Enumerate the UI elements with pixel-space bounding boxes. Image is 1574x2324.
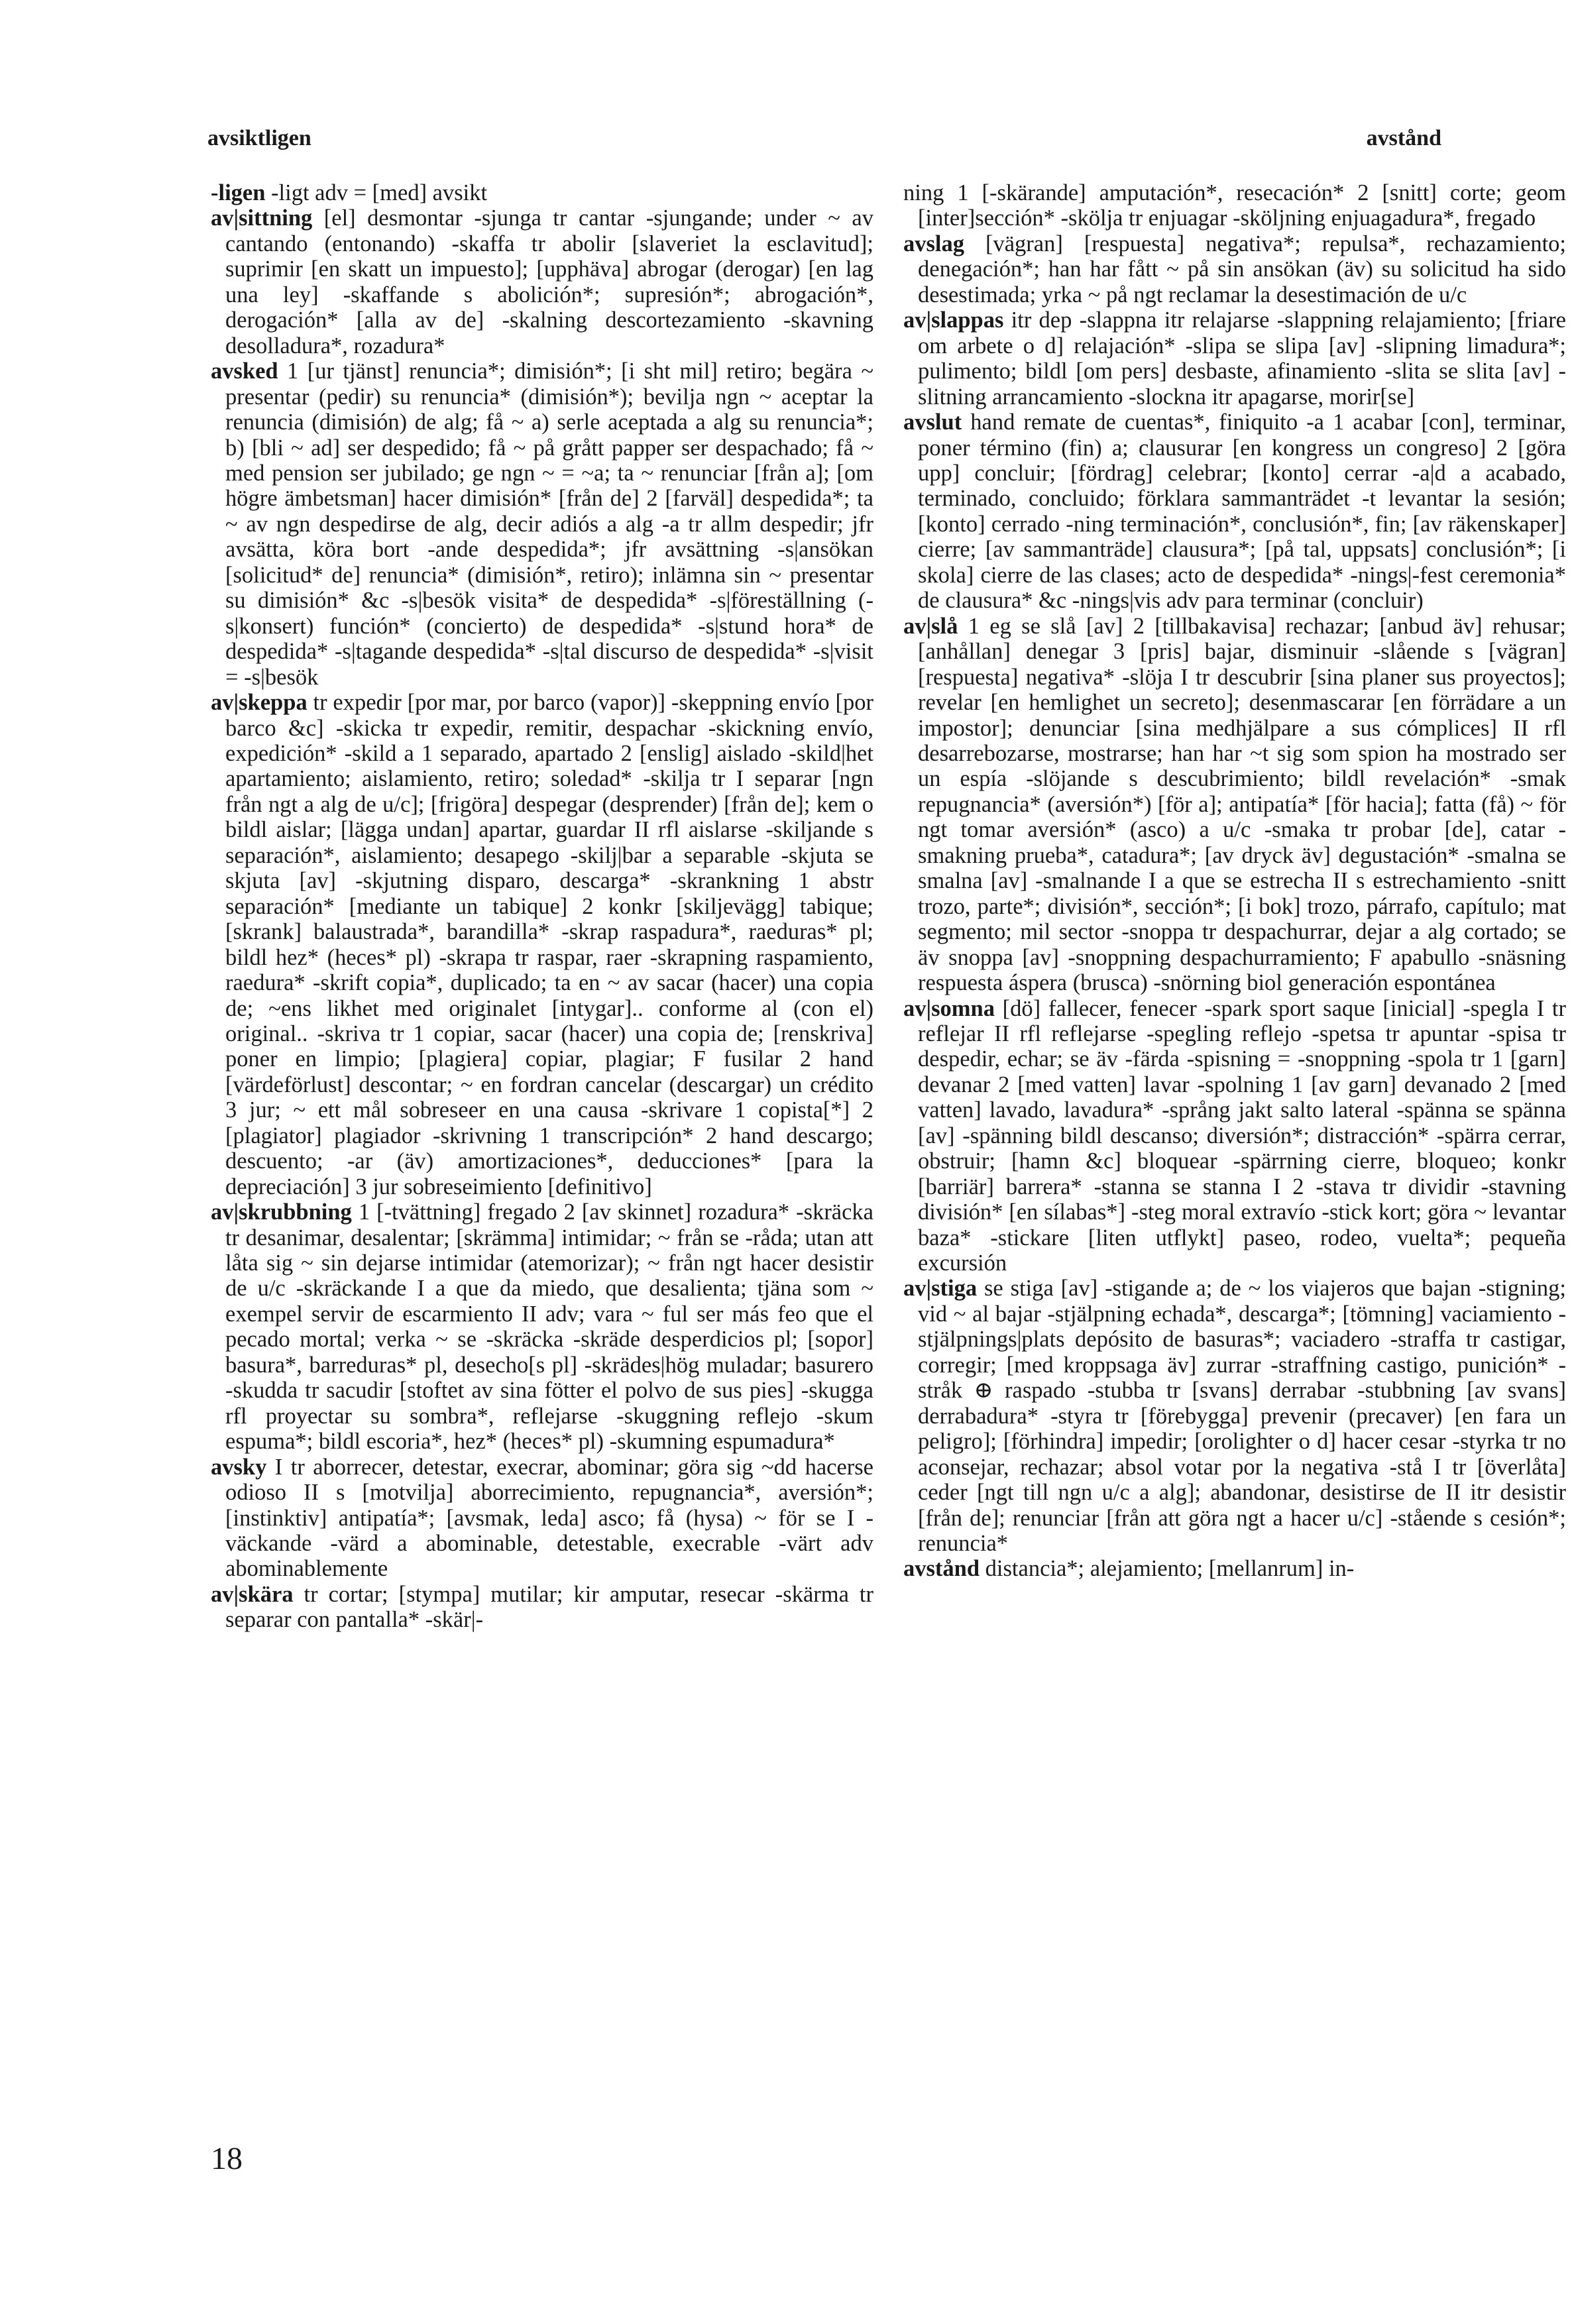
headword: av|skära — [211, 1581, 294, 1607]
headword: avslag — [903, 231, 965, 256]
headword: av|skeppa — [211, 690, 308, 716]
headword: av|slappas — [903, 307, 1004, 333]
dictionary-entry: avstånd distancia*; alejamiento; [mellanrum] in- — [903, 1556, 1355, 1582]
page-number: 18 — [211, 2141, 243, 2176]
headword: av|slå — [903, 613, 958, 639]
dictionary-entry: av|somna [dö] fallecer, fenecer -spark sport saque [inicial] -spegla I tr reflejar II rfl reflejarse -spegling reflejo -spetsa tr apuntar -spisa tr despedir, echar; se äv -färda -spisning = -snoppning -spola tr 1 [garn] devanar 2 [med vatten] lavar -spolning 1 [av garn] devanado 2 [med vatten] lavado, lavadura* -språng jakt salto lateral -spänna se spänna [av] -spänning bildl descanso; diversión*; distracción* -spärra cerrar, obstruir; [hamn &c] bloquear -spärrning cierre, bloqueo; konkr [barriär] barrera* -stanna se stanna I 2 -stava tr dividir -stavning división* [en sílabas*] -steg moral extravío -stick kort; göra ~ levantar baza* -stickare [liten utflykt] paseo, rodeo, vuelta*; pequeña excursión — [903, 995, 1566, 1276]
dictionary-entry: avsky I tr aborrecer, detestar, execrar, abominar; göra sig ~dd hacerse odioso II s [motvilja] aborrecimiento, repugnancia*, aversión*; [instinktiv] antipatía*; [avsmak, leda] asco; få (hysa) ~ för se I -väckande -värd a abominable, detestable, execrable -värt adv abominablemente — [211, 1454, 873, 1582]
guide-word-right: avstånd — [1366, 126, 1441, 150]
dictionary-entry: av|slå 1 eg se slå [av] 2 [tillbakavisa] rechazar; [anbud äv] rehusar; [anhållan] denegar 3 [pris] bajar, disminuir -slående s [vägran] [respuesta] negativa* -slöja I tr descubrir [sina planer sus proyectos]; revelar [en hemlighet un secreto]; desenmascarar [en förrädare a un impostor]; denunciar [sina medhjälpare a sus cómplices] II rfl desarrebozarse, mostrarse; han har ~t sig som spion ha mostrado ser un espía -slöjande s descubrimiento; bildl revelación* -smak repugnancia* (aversión*) [för a]; antipatía* [för hacia]; fatta (få) ~ för ngt tomar aversión* (asco) a u/c -smaka tr probar [de], catar -smakning prueba*, catadura*; [av dryck äv] degustación* -smalna se smalna [av] -smalnande I a que se estrecha II s estrechamiento -snitt trozo, parte*; división*, sección*; [i bok] trozo, párrafo, capítulo; mat segmento; mil sector -snoppa tr despachurrar, dejar a alg cortado; se äv snoppa [av] -snoppning despachurramiento; F apabullo -snäsning respuesta áspera (brusca) -snörning biol generación espontánea — [903, 613, 1566, 996]
headword: av|stiga — [903, 1276, 978, 1301]
headword: avstånd — [903, 1556, 980, 1582]
dictionary-entry: -ligen -ligt adv = [med] avsikt — [211, 180, 488, 205]
guide-word-left: avsiktligen — [207, 126, 311, 150]
headword: av|somna — [903, 995, 995, 1021]
dictionary-entry: av|skära tr cortar; [stympa] mutilar; kir amputar, resecar -skärma tr separar con pantalla* -skär|- — [211, 1581, 873, 1633]
dictionary-entry: av|skeppa tr expedir [por mar, por barco (vapor)] -skeppning envío [por barco &c] -skicka tr expedir, remitir, despachar -skickning envío, expedición* -skild a 1 separado, apartado 2 [enslig] aislado -skild|het apartamiento; aislamiento, retiro; soledad* -skilja tr I separar [ngn från ngt a alg de u/c]; [frigöra] despegar (desprender) [från de]; kem o bildl aislar; [lägga undan] apartar, guardar II rfl aislarse -skiljande s separación*, aislamiento; desapego -skilj|bar a separable -skjuta se skjuta [av] -skjutning disparo, descarga* -skrankning 1 abstr separación* [mediante un tabique] 2 konkr [skiljevägg] tabique; [skrank] balaustrada*, barandilla* -skrap raspadura*, raeduras* pl; bildl hez* (heces* pl) -skrapa tr raspar, raer -skrapning raspamiento, raedura* -skrift copia*, duplicado; ta en ~ av sacar (hacer) una copia de; ~ens likhet med originalet [intygar].. conforme al (con el) original.. -skriva tr 1 copiar, sacar (hacer) una copia de; [renskriva] poner en limpio; [plagiera] copiar, plagiar; F fusilar 2 hand [värdeförlust] descontar; ~ en fordran cancelar (descargar) un crédito 3 jur; ~ ett mål sobreseer en una causa -skrivare 1 copista[*] 2 [plagiator] plagiador -skrivning 1 transcripción* 2 hand descargo; descuento; -ar (äv) amortizaciones*, deducciones* [para la depreciación] 3 jur sobreseimiento [definitivo] — [211, 690, 873, 1199]
headword: av|sittning — [211, 205, 313, 231]
headword: avslut — [903, 410, 962, 435]
headword: -ligen — [211, 180, 266, 205]
dictionary-entry: ning 1 [-skärande] amputación*, resecación* 2 [snitt] corte; geom [inter]sección* -skölja tr enjuagar -sköljning enjuagadura*, fregado — [903, 180, 1566, 231]
dictionary-entry: avslag [vägran] [respuesta] negativa*; repulsa*, rechazamiento; denegación*; han har fått ~ på sin ansökan (äv) su solicitud ha sido desestimada; yrka ~ på ngt reclamar la desestimación de u/c — [903, 231, 1566, 307]
left-column — [211, 180, 873, 1633]
dictionary-entry: av|slappas itr dep -slappna itr relajarse -slappning relajamiento; [friare om arbete o d] relajación* -slipa se slipa [av] -slipning limadura*; pulimento; bildl [om pers] desbaste, afinamiento -slita se slita [av] -slitning arrancamiento -slockna itr apagarse, morir[se] — [903, 307, 1566, 410]
headword: avsky — [211, 1454, 267, 1480]
headword: avsked — [211, 359, 278, 384]
right-column — [903, 180, 1566, 1582]
dictionary-entry: av|skrubbning 1 [-tvättning] fregado 2 [av skinnet] rozadura* -skräcka tr desanimar, desalentar; [skrämma] intimidar; ~ från se -råda; utan att låta sig ~ sin dejarse intimidar (atemorizar); ~ från ngt hacer desistir de u/c -skräckande I a que da miedo, que desalienta; tjäna som ~ exempel servir de escarmiento II adv; vara ~ ful ser más feo que el pecado mortal; verka ~ se -skräcka -skräde desperdicios pl; [sopor] basura*, barreduras* pl, desecho[s pl] -skrädes|hög muladar; basurero -skudda tr sacudir [stoftet av sina fötter el polvo de sus pies] -skugga rfl proyectar su sombra*, reflejarse -skuggning reflejo -skum espuma*; bildl escoria*, hez* (heces* pl) -skumning espumadura* — [211, 1199, 873, 1455]
dictionary-entry: av|sittning [el] desmontar -sjunga tr cantar -sjungande; under ~ av cantando (entonando) -skaffa tr abolir [slaveriet la esclavitud]; suprimir [en skatt un impuesto]; [upphäva] abrogar (derogar) [en lag una ley] -skaffande s abolición*; supresión*; abrogación*, derogación* [alla av de] -skalning descortezamiento -skavning desolladura*, rozadura* — [211, 205, 873, 359]
dictionary-entry: avslut hand remate de cuentas*, finiquito -a 1 acabar [con], terminar, poner término (fin) a; clausurar [en kongress un congreso] 2 [göra upp] concluir; [fördrag] celebrar; [konto] cerrar -a|d a acabado, terminado, concluido; förklara sammanträdet -t levantar la sesión; [konto] cerrado -ning terminación*, conclusión*, fin; [av räkenskaper] cierre; [av sammanträde] clausura*; [på tal, uppsats] conclusión*; [i skola] cierre de las clases; acto de despedida* -nings|-fest ceremonia* de clausura* &c -nings|vis adv para terminar (concluir) — [903, 410, 1566, 614]
headword: av|skrubbning — [211, 1199, 352, 1225]
dictionary-entry: av|stiga se stiga [av] -stigande a; de ~ los viajeros que bajan -stigning; vid ~ al bajar -stjälpning echada*, descarga*; [tömning] vaciamiento -stjälpnings|plats depósito de basuras*; vaciadero -straffa tr castigar, corregir; [med kroppsaga äv] zurrar -straffning castigo, punición* -stråk ⊕ raspado -stubba tr [svans] derrabar -stubbning [av svans] derrabadura* -styra tr [förebygga] prevenir (precaver) [en fara un peligro]; [förhindra] impedir; [orolighter o d] hacer cesar -styrka tr no aconsejar, rechazar; absol votar por la negativa -stå I tr [överlåta] ceder [ngt till ngn u/c a alg]; abandonar, desistirse de II itr desistir [från de]; renunciar [från att göra ngt a hacer u/c] -stående s cesión*; renuncia* — [903, 1276, 1566, 1557]
dictionary-entry: avsked 1 [ur tjänst] renuncia*; dimisión*; [i sht mil] retiro; begära ~ presentar (pedir) su renuncia* (dimisión*); bevilja ngn ~ aceptar la renuncia (dimisión) de alg; få ~ a) serle aceptada a alg su renuncia*; b) [bli ~ ad] ser despedido; få ~ på grått papper ser despachado; få ~ med pension ser jubilado; ge ngn ~ = ~a; ta ~ renunciar [från a]; [om högre ämbetsman] hacer dimisión* [från de] 2 [farväl] despedida*; ta ~ av ngn despedirse de alg, decir adiós a alg -a tr allm despedir; jfr avsätta, köra bort -ande despedida*; jfr avsättning -s|ansökan [solicitud* de] renuncia* (dimisión*, retiro); inlämna sin ~ presentar su dimisión* &c -s|besök visita* de despedida* -s|föreställning (-s|konsert) función* (concierto) de despedida* -s|stund hora* de despedida* -s|tagande despedida* -s|tal discurso de despedida* -s|visit = -s|besök — [211, 359, 873, 690]
